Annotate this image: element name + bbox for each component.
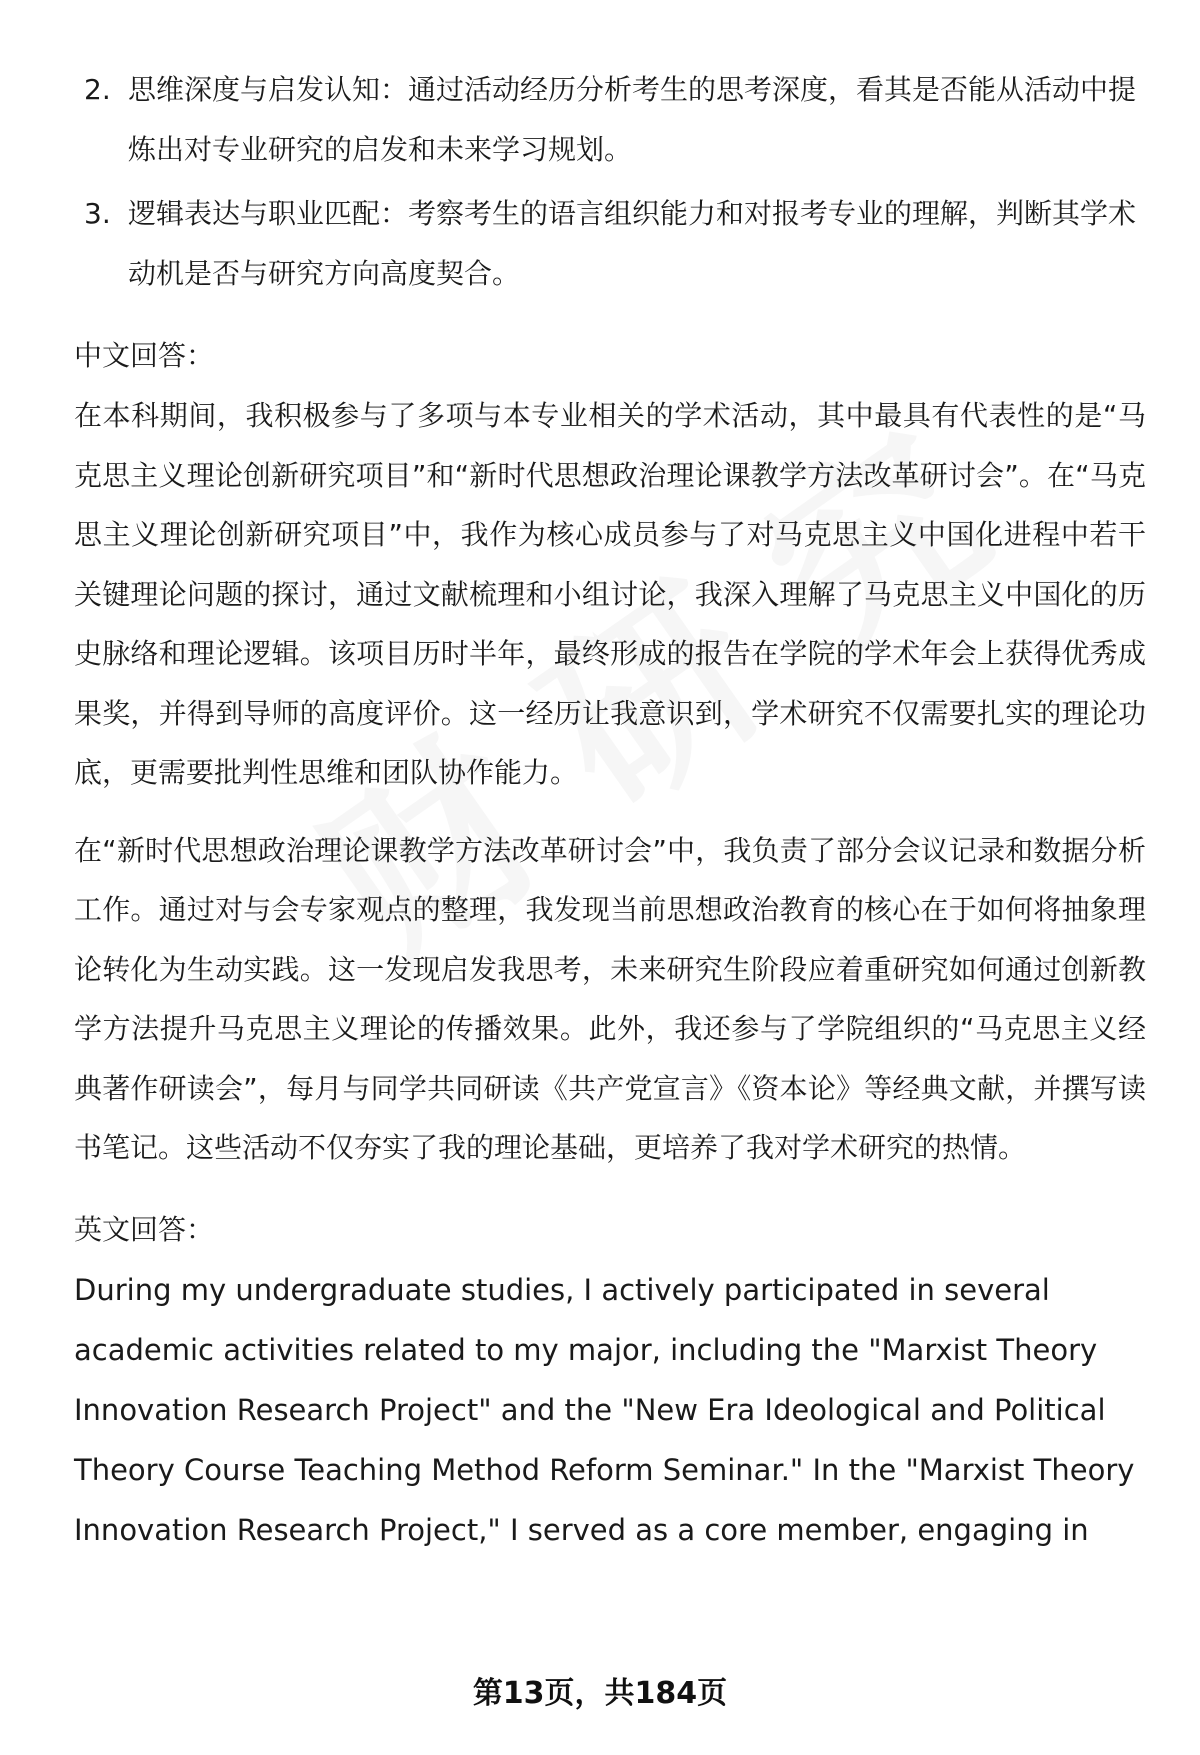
chinese-answer-paragraph: 在本科期间，我积极参与了多项与本专业相关的学术活动，其中最具有代表性的是“马克思主义理论创新研究项目”和“新时代思想政治理论课教学方法改革研讨会”。在“马克思主义理论创新研究项目”中，我作为核心成员参与了对马克思主义中国化进程中若干关键理论问题的探讨，通过文献梳理和小组讨论，我深入理解了马克思主义中国化的历史脉络和理论逻辑。该项目历时半年，最终形成的报告在学院的学术年会上获得优秀成果奖，并得到导师的高度评价。这一经历让我意识到，学术研究不仅需要扎实的理论功底，更需要批判性思维和团队协作能力。 [74,399,1146,789]
chinese-answer-label: 中文回答： [74,339,215,372]
criterion-item [74,60,1146,180]
page-indicator: 第13页，共184页 [472,1676,728,1711]
document-page [74,60,1146,1560]
chinese-answer-paragraph: 在“新时代思想政治理论课教学方法改革研讨会”中，我负责了部分会议记录和数据分析工作。通过对与会专家观点的整理，我发现当前思想政治教育的核心在于如何将抽象理论转化为生动实践。这一发现启发我思考，未来研究生阶段应着重研究如何通过创新教学方法提升马克思主义理论的传播效果。此外，我还参与了学院组织的“马克思主义经典著作研读会”，每月与同学共同研读《共产党宣言》《资本论》等经典文献，并撰写读书笔记。这些活动不仅夯实了我的理论基础，更培养了我对学术研究的热情。 [74,833,1146,1164]
criterion-number: 2. [84,73,111,106]
criterion-text: 逻辑表达与职业匹配：考察考生的语言组织能力和对报考专业的理解，判断其学术动机是否与研究方向高度契合。 [128,197,1137,290]
criterion-text: 思维深度与启发认知：通过活动经历分析考生的思考深度，看其是否能从活动中提炼出对专业研究的启发和未来学习规划。 [128,73,1137,166]
criterion-item [74,184,1146,304]
english-answer-paragraph: During my undergraduate studies, I actively participated in several academic activities related to my major, including the "Marxist Theory Innovation Research Project" and the "New Era Ideological and Political Theory Course Teaching Method Reform Seminar." In the "Marxist Theory Innovation Research Project," I served as a core member, engaging in [74,1272,1135,1547]
english-answer-label: 英文回答： [74,1212,215,1246]
criterion-number: 3. [84,197,111,230]
